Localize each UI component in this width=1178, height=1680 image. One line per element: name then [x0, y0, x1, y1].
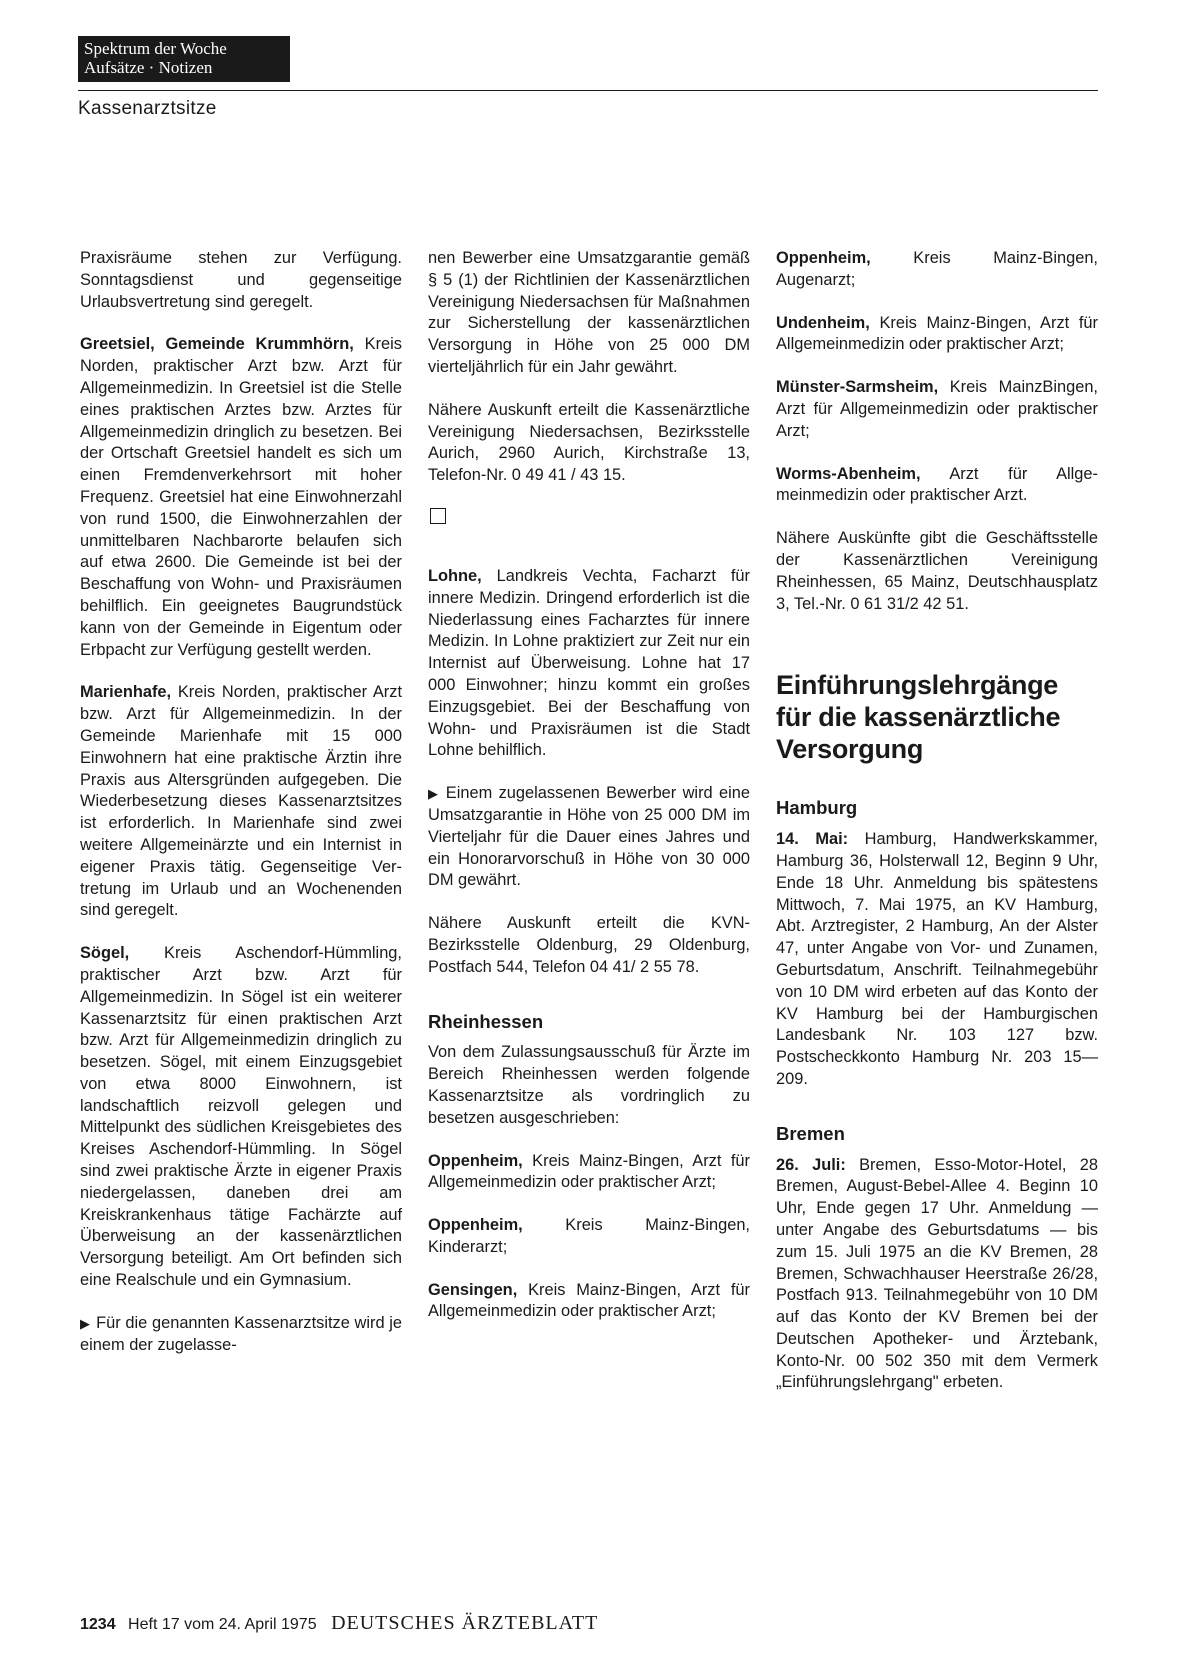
subheading-hamburg: Hamburg	[776, 797, 858, 819]
entry-heading: Oppenheim,	[428, 1216, 523, 1235]
entry-heading: Oppenheim,	[428, 1151, 523, 1170]
publication-name: DEUTSCHES ÄRZTEBLATT	[331, 1612, 599, 1634]
entry-text: Arzt für Allgemeinmedizin oder praktischer Arzt.	[776, 464, 1099, 505]
entry-text: Kreis Mainz-Bingen, Kinderarzt;	[428, 1216, 750, 1256]
paragraph	[776, 829, 1098, 1091]
triangle-bullet-icon: ▶	[428, 786, 440, 802]
paragraph	[80, 682, 402, 922]
paragraph: Nähere Auskunft erteilt die Kassenärztliche Vereinigung Niedersachsen, Bezirksstelle Aurich, 2960 Aurich, Kirchstraße 13, Telefon-Nr. 0 49 41 / 43 15.	[428, 400, 750, 485]
entry-text: Kreis MainzBingen, Arzt für Allgemeinmedizin oder praktischer Arzt;	[776, 378, 1098, 440]
paragraph	[80, 1313, 402, 1357]
page-number: 1234	[80, 1616, 116, 1633]
paragraph: Nähere Auskünfte gibt die Geschäftsstelle der Kassenärztlichen Vereinigung Rheinhessen, 65 Mainz, Deutschhausplatz 3, Tel.-Nr. 0 61 31/2 42 51.	[776, 529, 1098, 613]
square-box-icon	[430, 508, 446, 524]
entry-text: Kreis Mainz-Bingen, Arzt für Allgemeinmedizin oder praktischer Arzt;	[428, 1151, 750, 1192]
section-header-box	[78, 36, 290, 82]
entry-text: Hamburg, Handwerkskammer, Hamburg 36, Holsterwall 12, Beginn 9 Uhr, Ende 18 Uhr. Anmeldung bis spätestens Mittwoch, 7. Mai 1975, an KV Hamburg, Abt. Arztregister, 2 Hamburg, An der Alster 47, unter Angabe von Vor- und Zunamen, Geburtsdatum, Anschrift. Teilnahmegebühr von 10 DM wird erbeten auf das Konto der KV Hamburg bei der Hamburgischen Landesbank Nr. 103 127 bzw. Postscheckkonto Hamburg Nr. 203 15—209.	[776, 830, 1098, 1088]
paragraph	[776, 464, 1098, 508]
entry-text: Einem zugelassenen Bewerber wird eine Umsatzgarantie in Höhe von 25 000 DM im Vierteljahr für die Dauer eines Jahres und ein Honorarvorschuß in Höhe von 30 000 DM gewährt.	[428, 784, 750, 890]
paragraph	[428, 1215, 750, 1259]
entry-text: Kreis Norden, praktischer Arzt bzw. Arzt für Allgemeinmedizin. In der Gemeinde Marienhafe mit 15 000 Einwohnern hat eine praktische Ärztin ihre Praxis aus Altersgründen aufgegeben. Die Wiederbesetzung dieses Kassenarztsitzes ist erforderlich. In Marienhafe sind zwei weitere Allgemeinärzte und ein Internist in eigener Praxis tätig. Gegenseitige Vertretung im Urlaub und an Wochenenden sind geregelt.	[80, 683, 402, 920]
paragraph	[776, 313, 1098, 357]
entry-heading: Lohne,	[428, 566, 482, 585]
paragraph	[776, 248, 1098, 292]
page-footer	[80, 1612, 598, 1635]
paragraph	[776, 1155, 1098, 1395]
entry-heading: 26. Juli:	[776, 1155, 846, 1174]
paragraph	[80, 334, 402, 661]
entry-heading: Oppenheim,	[776, 249, 871, 267]
entry-text: Für die genannten Kassenarztsitze wird je einem der zugelasse-	[80, 1313, 403, 1354]
entry-text: Bremen, Esso-Motor-Hotel, 28 Bremen, August-Bebel-Allee 4. Beginn 10 Uhr, Ende gegen 17 Uhr. Anmeldung — unter Angabe des Geburtsdatums — bis zum 15. Juli 1975 an die KV Bremen, 28 Bremen, Schwachhauser Heerstraße 26/28, Postfach 913. Teilnahmegebühr von 10 DM auf das Konto der KV Bremen bei der Deutschen Apotheker- und Ärztebank, Konto-Nr. 00 502 350 mit dem Vermerk „Einführungslehrgang" erbeten.	[776, 1155, 1098, 1392]
article-heading: Einführungslehrgänge für die kassenärztliche Versorgung	[776, 670, 1061, 765]
entry-heading: Sögel,	[80, 944, 130, 963]
entry-text: Kreis Aschendorf-Hümmling, praktischer Arzt bzw. Arzt für Allgemeinmedizin. In Sögel ist ein weiterer Kassenarztsitz für einen praktischen Arzt bzw. Arzt für Allgemeinmedizin dringlich zu besetzen. Sögel, mit einem Einzugsgebiet von etwa 8000 Einwohnern, ist landschaftlich reizvoll gelegen und Mittelpunkt des südlichen Kreisgebietes des Kreises Aschendorf-Hümmling. In Sögel sind zwei praktische Ärzte in eigener Praxis niedergelassen, daneben drei am Kreiskrankenhaus tätige Fachärzte auf Überweisung an der kassenärztlichen Versorgung beteiligt. Am Ort befinden sich eine Realschule und ein Gymnasium.	[80, 944, 402, 1290]
paragraph	[428, 1280, 750, 1324]
entry-text: Kreis Norden, praktischer Arzt bzw. Arzt für Allgemeinmedizin. In Greetsiel ist die Stelle eines praktischen Arztes bzw. Arztes für Allgemeinmedizin dringlich zu besetzen. Bei der Ortschaft Greetsiel handelt es sich um einen Fremdenverkehrsort mit hoher Frequenz. Greetsiel hat eine Einwohnerzahl von rund 1500, die Einwohnerzahlen der unmittelbaren Nachbarorte belaufen sich auf etwa 2600. Die Gemeinde ist bei der Beschaffung von Wohn- und Praxisräumen behilflich. Ein geeignetes Baugrundstück kann von der Gemeinde in Eigentum oder Erbpacht zur Verfügung gestellt werden.	[80, 335, 402, 659]
entry-text: Kreis Mainz-Bingen, Arzt für Allgemeinmedizin oder praktischer Arzt;	[776, 313, 1099, 354]
paragraph	[428, 783, 750, 892]
subheading-bremen: Bremen	[776, 1122, 845, 1144]
section-title: Kassenarztsitze	[78, 98, 217, 119]
entry-heading: Marienhafe,	[80, 683, 172, 702]
entry-text: Kreis Mainz-Bingen, Arzt für Allgemeinmedizin oder praktischer Arzt;	[428, 1280, 750, 1321]
entry-text: Landkreis Vechta, Facharzt für innere Medizin. Dringend erforderlich ist die Niederlassung eines Facharztes für innere Medizin. In Lohne praktiziert zur Zeit nur ein Internist auf Überweisung. Lohne hat 17 000 Einwohner; hinzu kommt ein großes Einzugsgebiet. Bei der Beschaffung von Wohn- und Praxisräumen ist die Stadt Lohne behilflich.	[428, 566, 750, 760]
subheading-rheinhessen: Rheinhessen	[428, 1010, 544, 1032]
entry-heading: Münster-Sarmsheim,	[776, 378, 939, 397]
column-3	[776, 248, 1098, 1415]
column-2	[428, 248, 750, 1344]
entry-heading: Greetsiel, Gemeinde Krummhörn,	[80, 335, 354, 354]
entry-heading: 14. Mai:	[776, 830, 849, 849]
entry-heading: Worms-Abenheim,	[776, 464, 921, 483]
paragraph	[776, 377, 1098, 442]
header-line-1: Spektrum der Woche	[84, 39, 227, 58]
paragraph: Von dem Zulassungsausschuß für Ärzte im Bereich Rheinhessen werden folgende Kassenarztsitze als vordringlich zu besetzen ausgeschrieben:	[428, 1043, 750, 1127]
header-line-2: Aufsätze · Notizen	[84, 58, 213, 77]
paragraph: Nähere Auskunft erteilt die KVN-Bezirksstelle Oldenburg, 29 Oldenburg, Postfach 544, Telefon 04 41/ 2 55 78.	[428, 914, 750, 976]
paragraph	[428, 566, 750, 762]
header-rule	[78, 90, 1098, 91]
paragraph	[80, 943, 402, 1292]
entry-text: Kreis Mainz-Bingen, Augenarzt;	[776, 249, 1098, 289]
issue-info: Heft 17 vom 24. April 1975	[128, 1616, 317, 1633]
triangle-bullet-icon: ▶	[80, 1315, 91, 1331]
paragraph	[428, 1151, 750, 1195]
paragraph: nen Bewerber eine Umsatzgarantie gemäß § 5 (1) der Richtlinien der Kassenärztlichen Vereinigung Niedersachsen für Maßnahmen zur Sicherstellung der kassenärztlichen Versorgung in Höhe von 25 000 DM vierteljährlich für ein Jahr gewährt.	[428, 249, 750, 376]
column-1	[80, 248, 402, 1377]
paragraph: Praxisräume stehen zur Verfügung. Sonntagsdienst und gegenseitige Urlaubsvertretung sind geregelt.	[80, 249, 402, 311]
entry-heading: Undenheim,	[776, 313, 870, 332]
entry-heading: Gensingen,	[428, 1280, 518, 1299]
